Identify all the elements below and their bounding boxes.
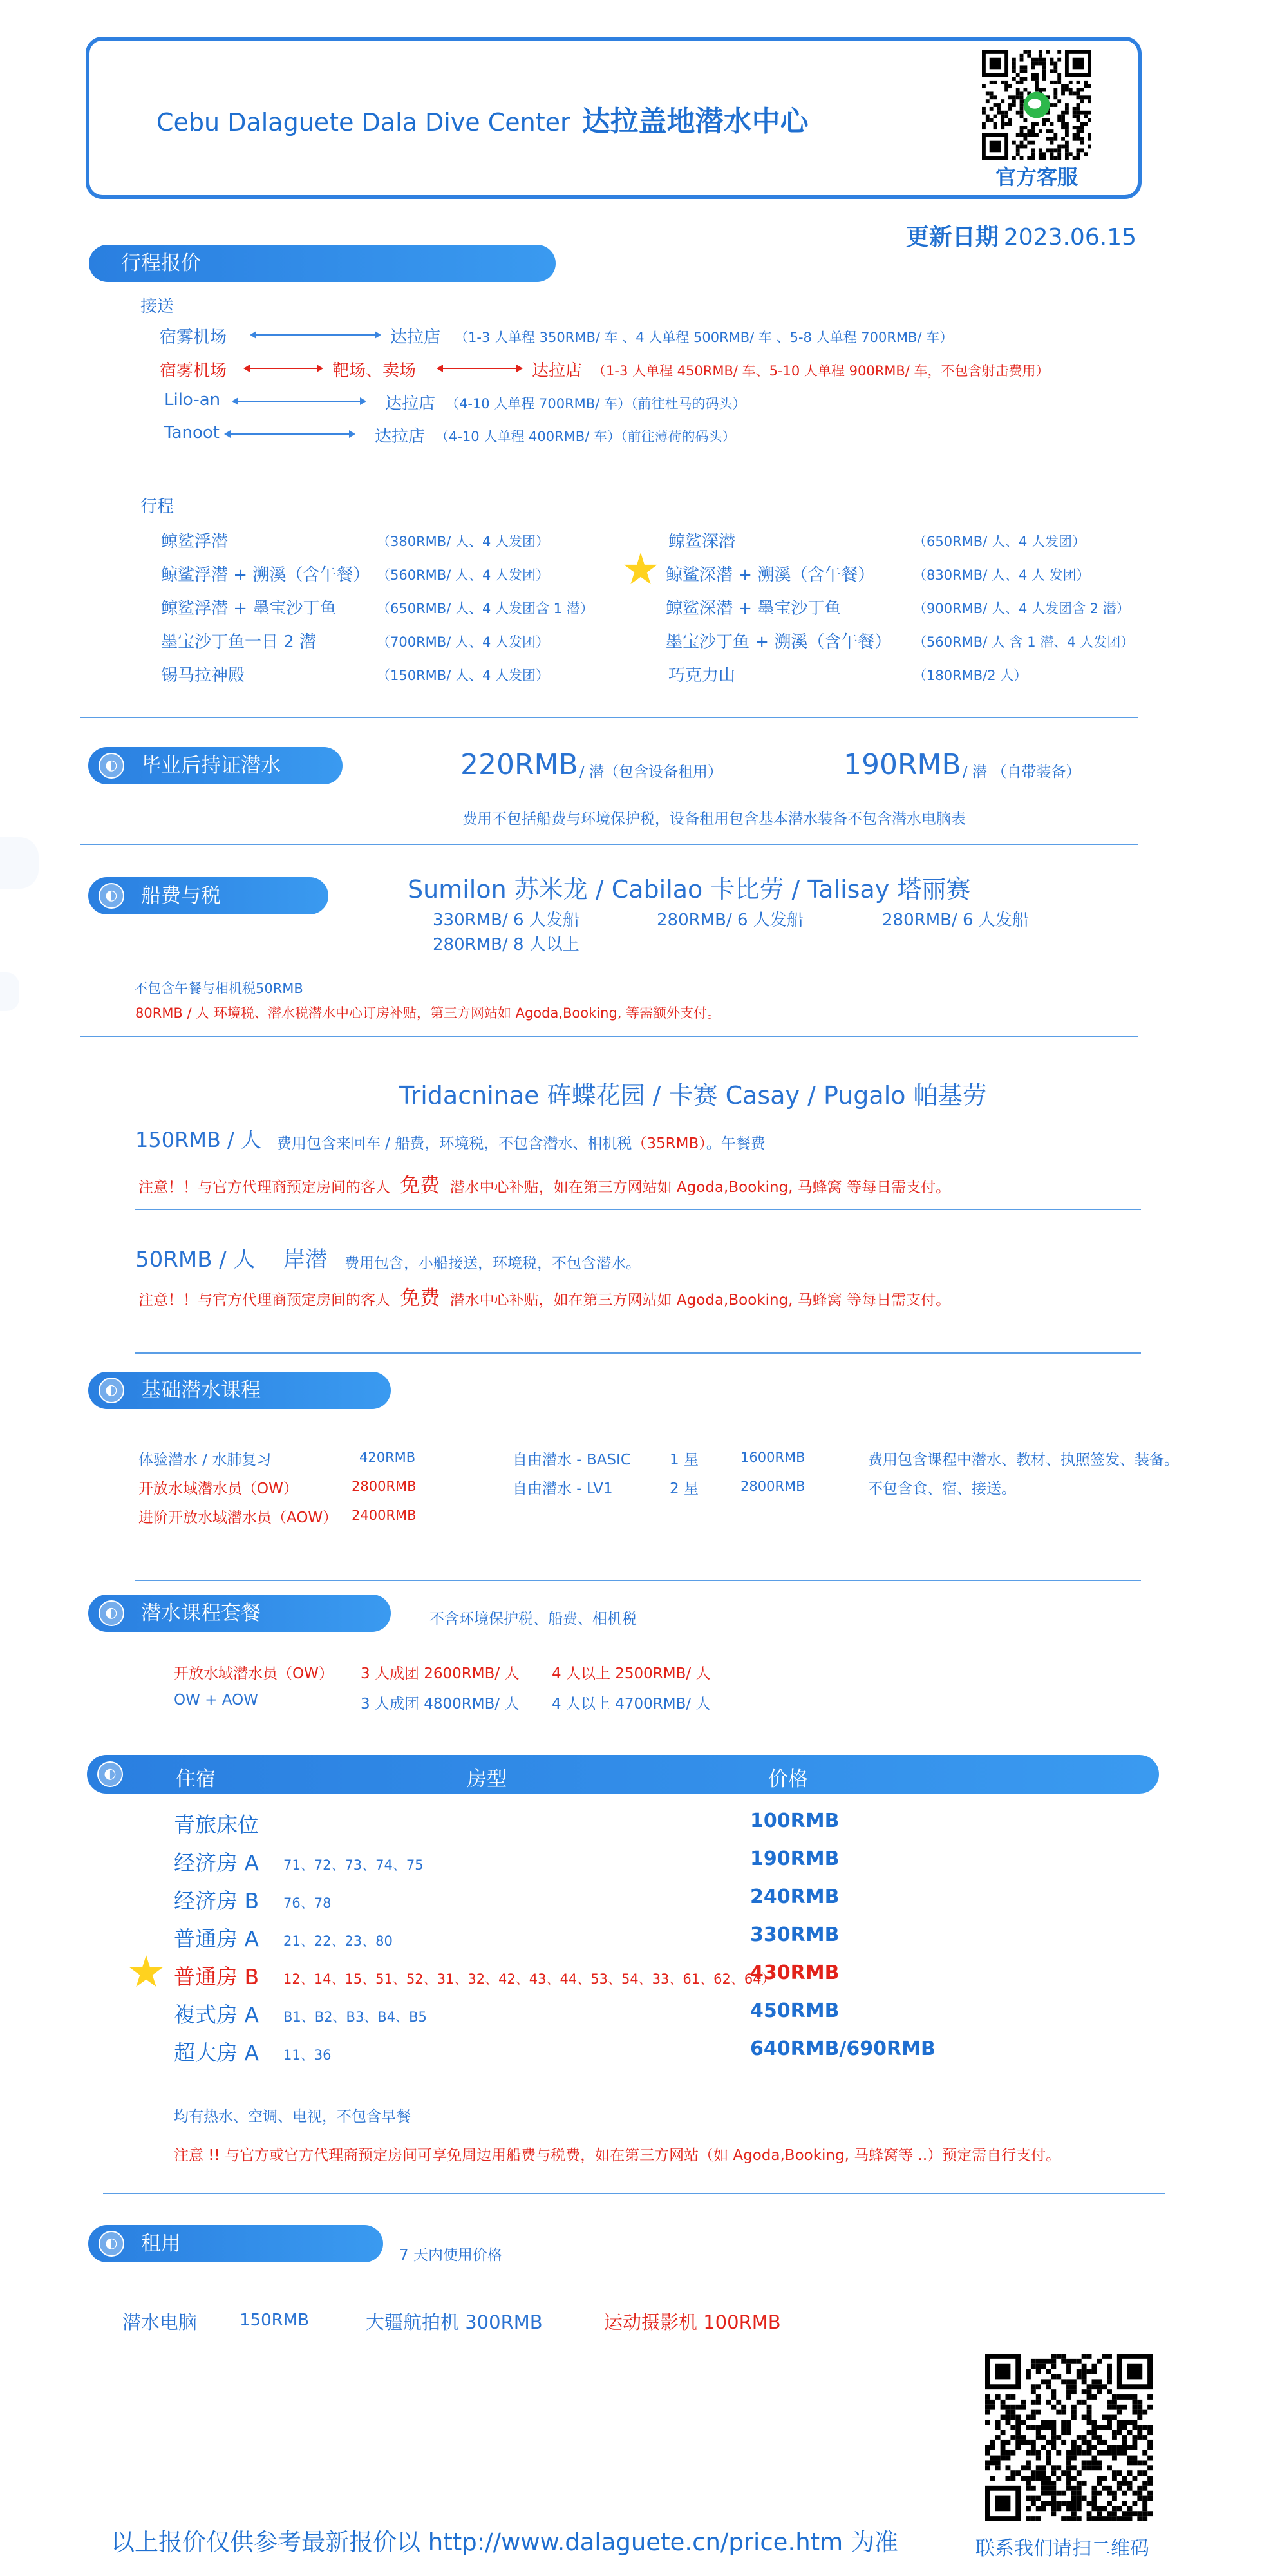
star-icon [129,1955,164,1990]
boat-note: 不包含午餐与相机税50RMB [134,981,303,996]
boat-price: 280RMB/ 6 人发船 [657,911,804,930]
certified-note: 费用不包括船费与环境保护税，设备租用包含基本潜水装备不包含潜水电脑表 [462,811,966,828]
update-value: 2023.06.15 [1003,224,1136,251]
trip-name: 鲸鲨深潜 + 溯溪（含午餐） [666,565,875,585]
brand-title-en: Cebu Dalaguete Dala Dive Center [156,108,570,137]
lodging-col-price: 价格 [768,1768,808,1791]
rental-item: 潜水电脑 [122,2311,198,2333]
package-price: 3 人成团 4800RMB/ 人 [361,1696,520,1712]
course-price: 2800RMB [352,1479,417,1494]
divider [135,1352,1141,1354]
transfer-note: （1-3 人单程 350RMB/ 车 、4 人单程 500RMB/ 车 、5-8 人单程 700RMB/ 车） [455,330,954,345]
trip-name: 鲸鲨深潜 + 墨宝沙丁鱼 [666,599,842,618]
rental-item: 大疆航拍机 300RMB [366,2311,543,2333]
trip-price: （900RMB/ 人、4 人发团含 2 潜） [913,601,1130,616]
course-level: 2 星 [670,1481,699,1497]
shore-warning-b: 潜水中心补贴，如在第三方网站如 Agoda,Booking, 马蜂窝 等每日需支付。 [449,1292,951,1309]
wechat-qr-icon[interactable] [982,50,1091,160]
section-header-certified [88,747,343,784]
room-name: 普通房 B [174,1964,259,1989]
star-icon [623,553,658,587]
reef-desc [277,1132,766,1153]
shore-desc: 费用包含，小船接送，环境税，不包含潜水。 [344,1255,641,1272]
room-name: 青旅床位 [174,1812,259,1837]
room-numbers: 21、22、23、80 [283,1933,393,1949]
reef-desc-tax: （35RMB） [632,1135,706,1152]
lodging-col-room: 房型 [467,1768,507,1791]
package-note: 不含环境保护税、船费、相机税 [429,1611,637,1627]
room-name: 经济房 B [174,1888,259,1913]
trip-price: （560RMB/ 人、4 人发团） [377,567,549,583]
course-level: 1 星 [670,1452,699,1468]
boat-note-red: 80RMB / 人 环境税、潜水税潜水中心订房补贴，第三方网站如 Agoda,Booking, 等需额外支付。 [135,1005,721,1021]
transfer-to: 达拉店 [375,427,426,446]
transfer-to: 达拉店 [390,328,441,347]
trip-title: 行程 [140,497,174,516]
room-price: 430RMB [750,1962,840,1984]
course-price: 2400RMB [352,1508,417,1523]
trip-name: 鲸鲨深潜 [668,532,736,551]
boat-price: 280RMB/ 8 人以上 [433,935,579,954]
certified-price: 220RMB [460,748,578,781]
section-title: 基础潜水课程 [141,1379,261,1402]
course-name: 进阶开放水域潜水员（AOW） [138,1510,338,1526]
room-price: 190RMB [750,1848,840,1870]
course-name: 自由潜水 - BASIC [513,1452,631,1468]
section-header-rental [88,2225,383,2262]
divider [135,1580,1141,1581]
divider [80,717,1138,718]
brand-title-cn: 达拉盖地潜水中心 [581,105,809,138]
package-price: 4 人以上 4700RMB/ 人 [552,1696,711,1712]
qr-code-icon[interactable] [985,2354,1153,2521]
trip-name: 鲸鲨浮潜 + 墨宝沙丁鱼 [161,599,337,618]
room-name: 经济房 A [174,1850,259,1875]
room-name: 複式房 A [174,2002,259,2027]
trip-price: （180RMB/2 人） [913,668,1028,683]
room-price: 240RMB [750,1886,840,1908]
room-price: 450RMB [750,2000,840,2022]
transfer-note: （1-3 人单程 450RMB/ 车、5-10 人单程 900RMB/ 车，不包含射击费用） [592,363,1050,379]
package-name: OW + AOW [174,1692,258,1709]
section-bullet-icon: ◐ [97,1761,123,1787]
brand-title [156,98,809,139]
course-price: 1600RMB [740,1450,805,1465]
divider [80,844,1138,845]
rental-note: 7 天内使用价格 [399,2247,502,2264]
trip-name: 鲸鲨浮潜 [161,532,229,551]
lodging-col-stay: 住宿 [176,1768,216,1791]
trip-price: （650RMB/ 人、4 人发团含 1 潜） [377,601,594,616]
transfer-title: 接送 [140,297,174,316]
trip-name: 墨宝沙丁鱼一日 2 潜 [161,632,317,652]
reef-desc-main: 费用包含来回车 / 船费，环境税，不包含潜水、相机税 [277,1135,632,1152]
course-price: 2800RMB [740,1479,805,1494]
footer-text: 以上报价仅供参考最新报价以 http://www.dalaguete.cn/price.htm 为准 [111,2528,898,2556]
divider [103,2193,1165,2194]
rental-item: 运动摄影机 100RMB [604,2311,781,2333]
trip-price: （700RMB/ 人、4 人发团） [377,634,549,650]
service-label: 官方客服 [995,165,1078,189]
trip-name: 锡马拉神殿 [161,666,245,685]
room-name: 超大房 A [174,2040,259,2065]
room-numbers: 11、36 [283,2047,332,2063]
shore-warning-a: 注意！！与官方代理商预定房间的客人 [138,1292,390,1309]
boat-sites: Sumilon 苏米龙 / Cabilao 卡比劳 / Talisay 塔丽赛 [408,875,971,904]
section-header-packages [88,1595,391,1632]
reef-warning-free: 免费 [400,1174,440,1197]
room-numbers: 71、72、73、74、75 [283,1857,424,1873]
package-price: 3 人成团 2600RMB/ 人 [361,1665,520,1682]
room-numbers: 76、78 [283,1895,332,1911]
arrow-icon [245,368,322,369]
transfer-mid: 靶场、卖场 [332,361,417,381]
room-numbers: B1、B2、B3、B4、B5 [283,2009,427,2025]
room-numbers: 12、14、15、51、52、31、32、42、43、44、53、54、33、61、62、64） [283,1971,775,1987]
rental-price: 150RMB [240,2311,309,2330]
divider [80,1036,1138,1037]
arrow-icon [225,433,354,435]
reef-desc-end: 。午餐费 [706,1135,766,1152]
trip-price: （380RMB/ 人、4 人发团） [377,534,549,549]
section-title: 毕业后持证潜水 [141,754,281,777]
trip-price: （560RMB/ 人 含 1 潜、4 人发团） [913,634,1135,650]
trip-price: （150RMB/ 人、4 人发团） [377,668,549,683]
footer-qr-label: 联系我们请扫二维码 [975,2537,1149,2560]
arrow-icon [233,401,365,402]
update-date [906,219,1136,252]
room-price: 330RMB [750,1924,840,1946]
section-bullet-icon: ◐ [99,883,124,909]
transfer-note: （4-10 人单程 700RMB/ 车）（前往杜马的码头） [446,396,746,412]
reef-warning-b: 潜水中心补贴，如在第三方网站如 Agoda,Booking, 马蜂窝 等每日需支付。 [449,1179,951,1196]
transfer-from: 宿雾机场 [160,328,227,347]
section-title: 租用 [141,2232,181,2255]
course-name: 体验潜水 / 水肺复习 [138,1452,272,1468]
transfer-note: （4-10 人单程 400RMB/ 车）（前往薄荷的码头） [435,429,736,444]
section-bullet-icon: ◐ [99,1600,124,1626]
trip-name: 墨宝沙丁鱼 + 溯溪（含午餐） [666,632,892,652]
transfer-from: Tanoot [164,423,220,442]
transfer-from: 宿雾机场 [160,361,227,381]
divider [135,1209,1141,1210]
course-note: 不包含食、宿、接送。 [868,1481,1016,1497]
trip-price: （650RMB/ 人、4 人发团） [913,534,1086,549]
course-note: 费用包含课程中潜水、教材、执照签发、装备。 [868,1452,1179,1468]
certified-unit: / 潜 （自带装备） [963,764,1081,781]
trip-price: （830RMB/ 人、4 人 发团） [913,567,1090,583]
reef-price: 150RMB / 人 [135,1128,262,1152]
reef-sites: Tridacninae 砗蝶花园 / 卡赛 Casay / Pugalo 帕基劳 [399,1081,987,1110]
section-header-courses [88,1372,391,1409]
update-label: 更新日期 [905,224,999,251]
boat-price: 280RMB/ 6 人发船 [882,911,1029,930]
room-price: 100RMB [750,1810,840,1832]
package-price: 4 人以上 2500RMB/ 人 [552,1665,711,1682]
certified-price: 190RMB [843,748,961,781]
section-title: 船费与税 [141,884,221,907]
shore-warning-free: 免费 [400,1287,440,1310]
section-bullet-icon: ◐ [99,2231,124,2257]
lodging-warning: 注意 !! 与官方或官方代理商预定房间可享免周边用船费与税费，如在第三方网站（如 Agoda,Booking, 马蜂窝等 ..）预定需自行支付。 [174,2147,1061,2164]
shore-label: 岸潜 [283,1247,327,1273]
section-bullet-icon: ◐ [99,1378,124,1403]
trip-name: 巧克力山 [668,666,736,685]
section-header-boat [88,877,328,914]
section-title: 潜水课程套餐 [141,1602,261,1625]
course-name: 开放水域潜水员（OW） [138,1481,298,1497]
shore-warning [138,1282,950,1311]
reef-warning-a: 注意！！与官方代理商预定房间的客人 [138,1179,390,1196]
package-name: 开放水域潜水员（OW） [174,1665,334,1682]
arrow-icon [251,334,380,336]
course-price: 420RMB [359,1450,416,1465]
background-mark [0,972,19,1011]
section-header-itinerary [89,245,556,282]
reef-warning [138,1169,950,1198]
arrow-icon [438,368,522,369]
lodging-header [87,1755,1159,1794]
section-title: 行程报价 [121,252,201,275]
room-price: 640RMB/690RMB [750,2038,936,2060]
lodging-note: 均有热水、空调、电视，不包含早餐 [174,2108,411,2125]
transfer-to: 达拉店 [385,394,436,413]
shore-price: 50RMB / 人 [135,1247,256,1273]
trip-name: 鲸鲨浮潜 + 溯溪（含午餐） [161,565,370,585]
background-mark [0,837,39,889]
course-name: 自由潜水 - LV1 [513,1481,613,1497]
room-name: 普通房 A [174,1926,259,1951]
section-bullet-icon: ◐ [99,753,124,779]
transfer-from: Lilo-an [164,390,221,410]
boat-price: 330RMB/ 6 人发船 [433,911,579,930]
certified-unit: / 潜（包含设备租用） [579,764,723,781]
transfer-to: 达拉店 [532,361,583,381]
